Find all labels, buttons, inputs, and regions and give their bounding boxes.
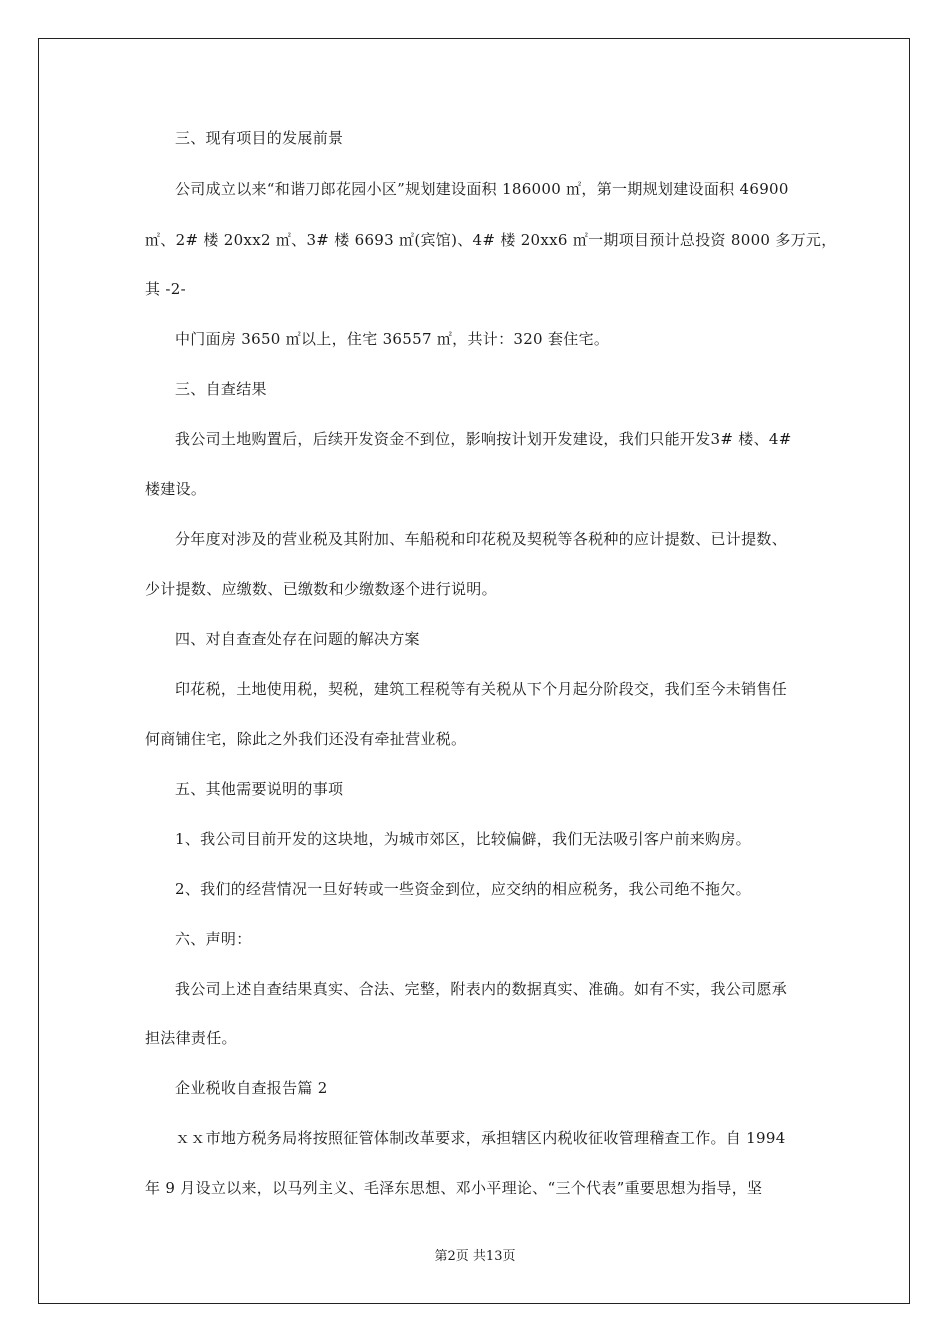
section-heading-results: 三、自查结果 xyxy=(175,380,267,398)
paragraph-line: 其 -2- xyxy=(145,280,186,298)
report-title: 企业税收自查报告篇 2 xyxy=(175,1079,328,1097)
paragraph-line: 我公司上述自查结果真实、合法、完整，附表内的数据真实、准确。如有不实，我公司愿承 xyxy=(175,980,788,998)
section-heading-solutions: 四、对自查查处存在问题的解决方案 xyxy=(175,630,420,648)
section-heading-declaration: 六、声明： xyxy=(175,930,252,948)
paragraph-line: 何商铺住宅，除此之外我们还没有牵扯营业税。 xyxy=(145,730,467,748)
paragraph-line: 我公司土地购置后，后续开发资金不到位，影响按计划开发建设，我们只能开发3# 楼、4# xyxy=(175,430,792,448)
paragraph-line: 少计提数、应缴数、已缴数和少缴数逐个进行说明。 xyxy=(145,580,497,598)
paragraph-line: ｘｘ市地方税务局将按照征管体制改革要求，承担辖区内税收征收管理稽查工作。自 1994 xyxy=(175,1129,786,1147)
paragraph-line: 担法律责任。 xyxy=(145,1029,237,1047)
paragraph-line: 印花税，土地使用税，契税，建筑工程税等有关税从下个月起分阶段交，我们至今未销售任 xyxy=(175,680,788,698)
paragraph-line: 分年度对涉及的营业税及其附加、车船税和印花税及契税等各税种的应计提数、已计提数、 xyxy=(175,530,788,548)
page-number-footer: 第2页 共13页 xyxy=(434,1249,516,1264)
paragraph-line: 楼建设。 xyxy=(145,480,207,498)
list-item: 1、我公司目前开发的这块地，为城市郊区，比较偏僻，我们无法吸引客户前来购房。 xyxy=(175,830,751,848)
paragraph-line: 年 9 月设立以来，以马列主义、毛泽东思想、邓小平理论、“三个代表”重要思想为指导，坚 xyxy=(145,1179,763,1197)
list-item: 2、我们的经营情况一旦好转或一些资金到位，应交纳的相应税务，我公司绝不拖欠。 xyxy=(175,880,751,898)
section-heading-prospects: 三、现有项目的发展前景 xyxy=(175,129,344,147)
page-border xyxy=(38,38,910,1304)
paragraph-line: 中门面房 3650 ㎡以上，住宅 36557 ㎡，共计：320 套住宅。 xyxy=(175,330,610,348)
paragraph-line: ㎡、2# 楼 20xx2 ㎡、3# 楼 6693 ㎡(宾馆)、4# 楼 20xx6 ㎡一期项目预计总投资 8000 多万元， xyxy=(145,231,837,249)
section-heading-other-matters: 五、其他需要说明的事项 xyxy=(175,780,344,798)
paragraph-line: 公司成立以来“和谐刀郎花园小区”规划建设面积 186000 ㎡，第一期规划建设面积 46900 xyxy=(175,180,789,198)
